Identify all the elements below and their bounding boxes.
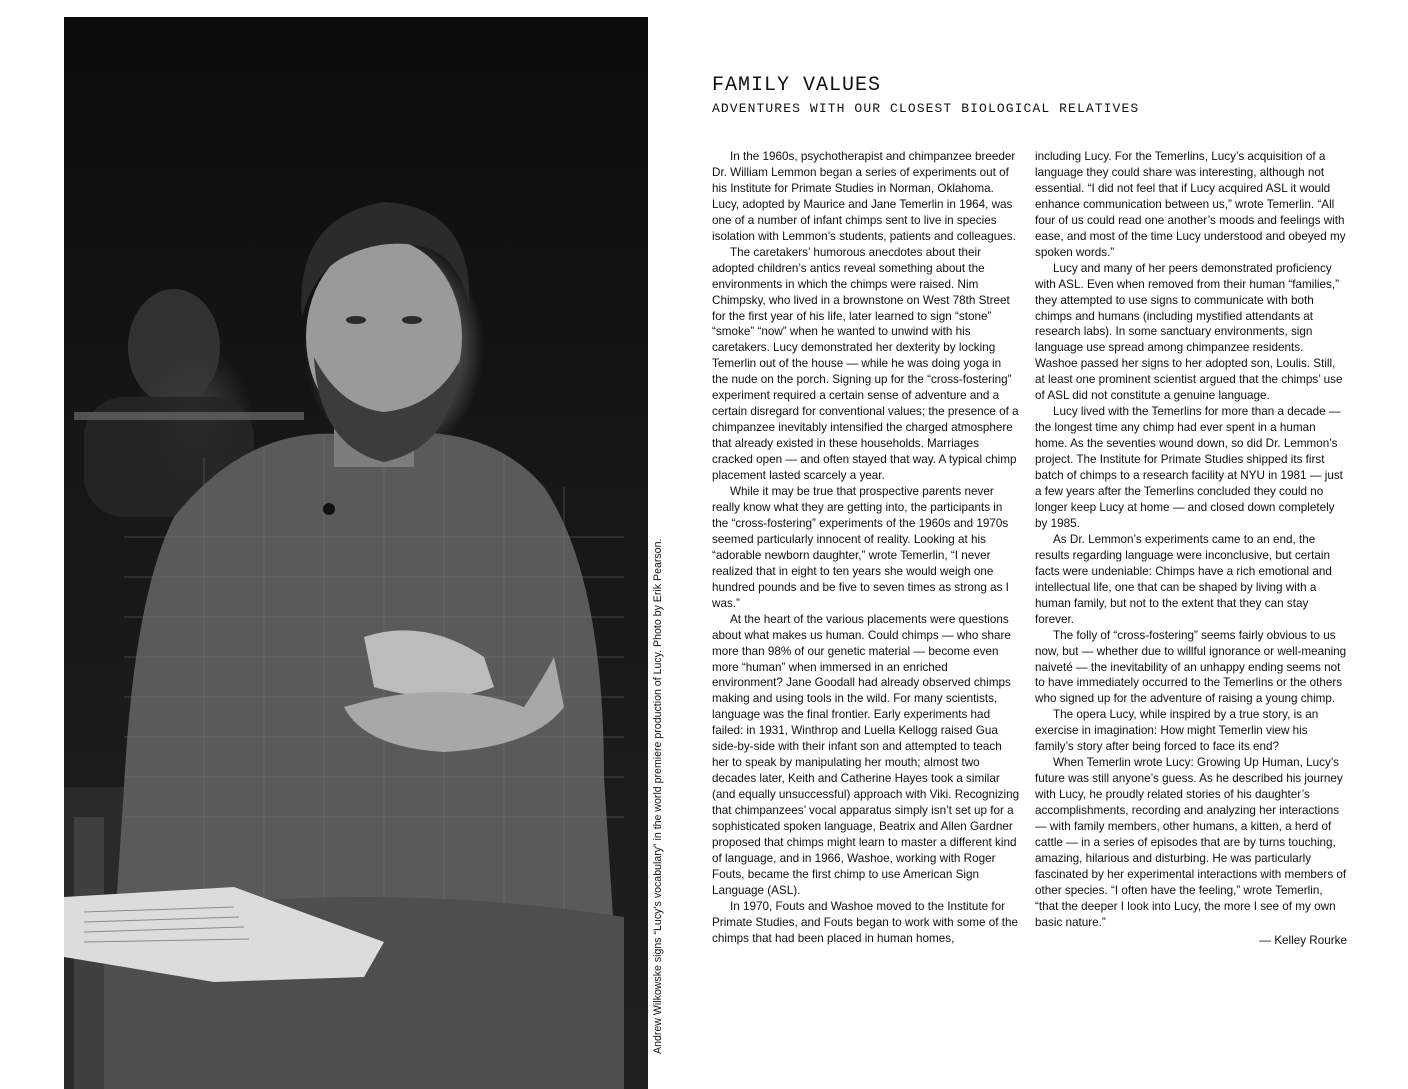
performer-photo (64, 17, 648, 1089)
paragraph: At the heart of the various placements were questions about what makes us human. Could chimps — who share more than 98% of our genetic material — become even more “human” when immersed in an enriched environment? Jane Goodall had already observed chimps making and using tools in the wild. For many scientists, language was the final frontier. Early experiments had failed: in 1931, Winthrop and Luella Kellogg raised Gua side-by-side with their infant son and attempted to teach her to speak by manipulating her mouth; almost two decades later, Keith and Catherine Hayes took a similar (and equally unsuccessful) approach with Viki. Recognizing that chimpanzees’ vocal apparatus simply isn’t set up for a sophisticated spoken language, Beatrix and Allen Gardner proposed that chimps might learn to master a different kind of language, and in 1966, Washoe, working with Roger Fouts, became the first chimp to use American Sign Language (ASL). (712, 612, 1020, 897)
article-title: FAMILY VALUES (712, 74, 882, 97)
paragraph: including Lucy. For the Temerlins, Lucy’s acquisition of a language they could share was interesting, although not essential. “I did not feel that if Lucy acquired ASL it would enhance communication between us,” wrote Temerlin. “All four of us could read one another’s moods and feelings with ease, and most of the time Lucy understood and obeyed my spoken words.” (1035, 150, 1346, 259)
paragraph: As Dr. Lemmon’s experiments came to an end, the results regarding language were inconclusive, but certain facts were undeniable: Chimps have a rich emotional and intellectual life, one that can be shaped by living with a human family, but not to the extent that they can stay forever. (1035, 532, 1332, 626)
paragraph: In the 1960s, psychotherapist and chimpanzee breeder Dr. William Lemmon began a series of experiments out of his Institute for Primate Studies in Norman, Oklahoma. Lucy, adopted by Maurice and Jane Temerlin in 1964, was one of a number of infant chimps sent to live in species isolation with Lemmon’s students, patients and colleagues. (712, 150, 1016, 243)
photo-credit: Andrew Wilkowske signs “Lucy’s vocabulary” in the world premiere production of Lucy. Photo by Erik Pearson. (652, 538, 664, 1054)
paragraph: Lucy and many of her peers demonstrated proficiency with ASL. Even when removed from their human “families,” they attempted to use signs to communicate with both chimps and humans (including mystified attendants at research labs). In some sanctuary environments, sign language use spread among chimpanzee residents. Washoe passed her signs to her adopted son, Loulis. Still, at least one prominent scientist argued that the chimps’ use of ASL did not constitute a genuine language. (1035, 261, 1343, 403)
paragraph: When Temerlin wrote Lucy: Growing Up Human, Lucy’s future was still anyone’s guess. As he described his journey with Lucy, he proudly related stories of his daughter’s accomplishments, recording and analyzing her interactions — with family members, other humans, a kitten, a herd of cattle — in a series of episodes that are by turns touching, amazing, hilarious and disturbing. He was particularly fascinated by her experimental interactions with members of other species. “I often have the feeling,” wrote Temerlin, “that the deeper I look into Lucy, the more I see of my own basic nature.” (1035, 756, 1347, 929)
paragraph: In 1970, Fouts and Washoe moved to the Institute for Primate Studies, and Fouts began to work with some of the chimps that had been placed in human homes, (712, 899, 1018, 945)
paragraph: The caretakers’ humorous anecdotes about their adopted children’s antics reveal something about the environments in which the chimps were raised. Nim Chimpsky, who lived in a brownstone on West 78th Street for the first year of his life, later learned to sign “stone” “smoke” “now” when he wanted to unwind with his caretakers. Lucy demonstrated her dexterity by locking Temerlin out of the house — while he was doing yoga in the nude on the porch. Signing up for the “cross-fostering” experiment required a certain sense of adventure and a certain disregard for conventional values; the presence of a chimpanzee inevitably intensified the charged atmosphere that already existed in these households. Marriages cracked open — and often stayed that way. A typical chimp placement lasted scarcely a year. (712, 245, 1019, 483)
paragraph: The opera Lucy, while inspired by a true story, is an exercise in imagination: How might Temerlin view his family’s story after being forced to face its end? (1035, 708, 1319, 754)
paragraph: Lucy lived with the Temerlins for more than a decade — the longest time any chimp had ever spent in a human home. As the seventies wound down, so did Dr. Lemmon’s project. The Institute for Primate Studies shipped its first batch of chimps to a research facility at NYU in 1981 — just a few years after the Temerlins concluded they could no longer keep Lucy at home — and closed down completely by 1985. (1035, 405, 1343, 530)
performer-illustration (64, 17, 648, 1089)
paragraph: The folly of “cross-fostering” seems fairly obvious to us now, but — whether due to willful ignorance or well-meaning naiveté — the inevitability of an unhappy ending seems not to have immediately occurred to the Temerlins or the others who signed up for the adventure of raising a young chimp. (1035, 628, 1347, 706)
paragraph: While it may be true that prospective parents never really know what they are getting into, the participants in the “cross-fostering” experiments of the 1960s and 1970s seemed particularly innocent of reality. Looking at his “adorable newborn daughter,” wrote Temerlin, “I never realized that in eight to ten years she would weigh one hundred pounds and be five to seven times as strong as I was.” (712, 485, 1009, 610)
text-column-right (1035, 149, 1347, 949)
author-signature: — Kelley Rourke (1259, 933, 1347, 947)
article-subtitle: ADVENTURES WITH OUR CLOSEST BIOLOGICAL RELATIVES (712, 101, 1140, 116)
text-column-left (712, 149, 1020, 947)
